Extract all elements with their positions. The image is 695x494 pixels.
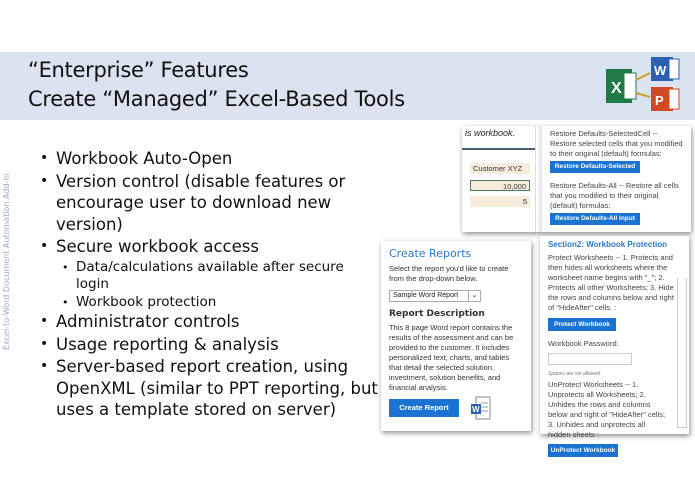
report-description: This 8 page Word report contains the results of the assessment and can be provided to the customer. It includes personalized text, charts, and tables that detail the selected solution, investment, solution benefits, and financial analysis.: [389, 323, 514, 392]
title-line-1: “Enterprise” Features: [28, 58, 249, 82]
restore-selected-button[interactable]: Restore Defaults-Selected Cells: [550, 161, 640, 173]
workbook-protection-panel: [540, 236, 689, 454]
bullet-item: • Secure workbook access: [38, 236, 378, 258]
bullet-item: • Version control (disable features or encourage user to download new version): [38, 171, 378, 236]
reports-instructions: Select the report you'd like to create from the drop-down below.: [389, 264, 509, 283]
create-report-button[interactable]: Create Report: [389, 399, 459, 417]
report-dropdown[interactable]: [389, 290, 481, 302]
svg-text:W: W: [472, 405, 480, 414]
slide-title: [28, 56, 405, 114]
restore-all-button[interactable]: Restore Defaults-All Input Cells: [550, 213, 640, 225]
scrollbar[interactable]: [538, 126, 543, 232]
bullet-item: • Usage reporting & analysis: [38, 334, 378, 356]
restore-options: [550, 129, 685, 234]
scrollbar[interactable]: [677, 278, 687, 428]
word-document-icon: [471, 396, 491, 420]
svg-text:P: P: [655, 93, 664, 108]
feature-list: [38, 148, 378, 422]
side-label: Excel-to-Word Document Automation Add-In: [2, 173, 11, 350]
restore-all-desc: Restore Defaults-All -- Restore all cells that you modified to their original (default) formulas:: [550, 181, 679, 210]
workbook-text: is workbook.: [462, 126, 535, 150]
protect-description: Protect Worksheets -- 1. Protects and then hides all worksheets where the worksheet name begins with "_"; 2. Protects all other Worksheets; 3. Hide the rows and columns below and right of "HideAfter" cells. :: [548, 253, 674, 312]
bullet-item: • Administrator controls: [38, 311, 378, 333]
svg-text:X: X: [611, 80, 622, 97]
cell-customer[interactable]: Customer XYZ: [470, 163, 530, 174]
restore-selected-desc: Restore Defaults-SelectedCell -- Restore selected cells that you modified to their original (default) formulas:: [550, 129, 683, 158]
spreadsheet-preview: [462, 126, 536, 232]
report-description-heading: Report Description: [389, 309, 485, 319]
bullet-item: • Workbook Auto-Open: [38, 148, 378, 170]
restore-defaults-panel: [462, 126, 691, 232]
cell-value-selected[interactable]: 10,000: [470, 180, 530, 191]
excel-to-word-powerpoint-icon: [596, 53, 694, 119]
cell-value[interactable]: 5: [470, 196, 530, 207]
sub-bullet-item: • Data/calculations available after secure login: [38, 259, 378, 294]
chevron-down-icon[interactable]: ⌄: [468, 291, 480, 301]
unprotect-workbook-button[interactable]: UnProtect Workbook: [548, 444, 618, 457]
sub-bullet-item: • Workbook protection: [38, 294, 378, 312]
create-reports-panel: [381, 241, 531, 431]
bullet-item: • Server-based report creation, using OpenXML (similar to PPT reporting, but uses a template stored on server): [38, 356, 378, 421]
svg-text:W: W: [654, 63, 667, 78]
unprotect-description: UnProtect Worksheets -- 1. Unprotects all Worksheets; 2. Unhides the rows and columns below and right of "HideAfter" cells; 3. Unhides and unprotects all hidden sheets :: [548, 379, 666, 439]
protect-workbook-button[interactable]: Protect Workbook: [548, 318, 616, 331]
password-note: Spaces are not allowed.: [548, 370, 602, 377]
title-line-2: Create “Managed” Excel-Based Tools: [28, 87, 405, 111]
report-dropdown-value: Sample Word Report: [393, 292, 459, 299]
workbook-password-input[interactable]: [548, 353, 632, 365]
password-label: Workbook Password:: [548, 339, 619, 348]
protection-heading: Section2: Workbook Protection: [548, 240, 667, 249]
reports-title: Create Reports: [389, 247, 472, 260]
